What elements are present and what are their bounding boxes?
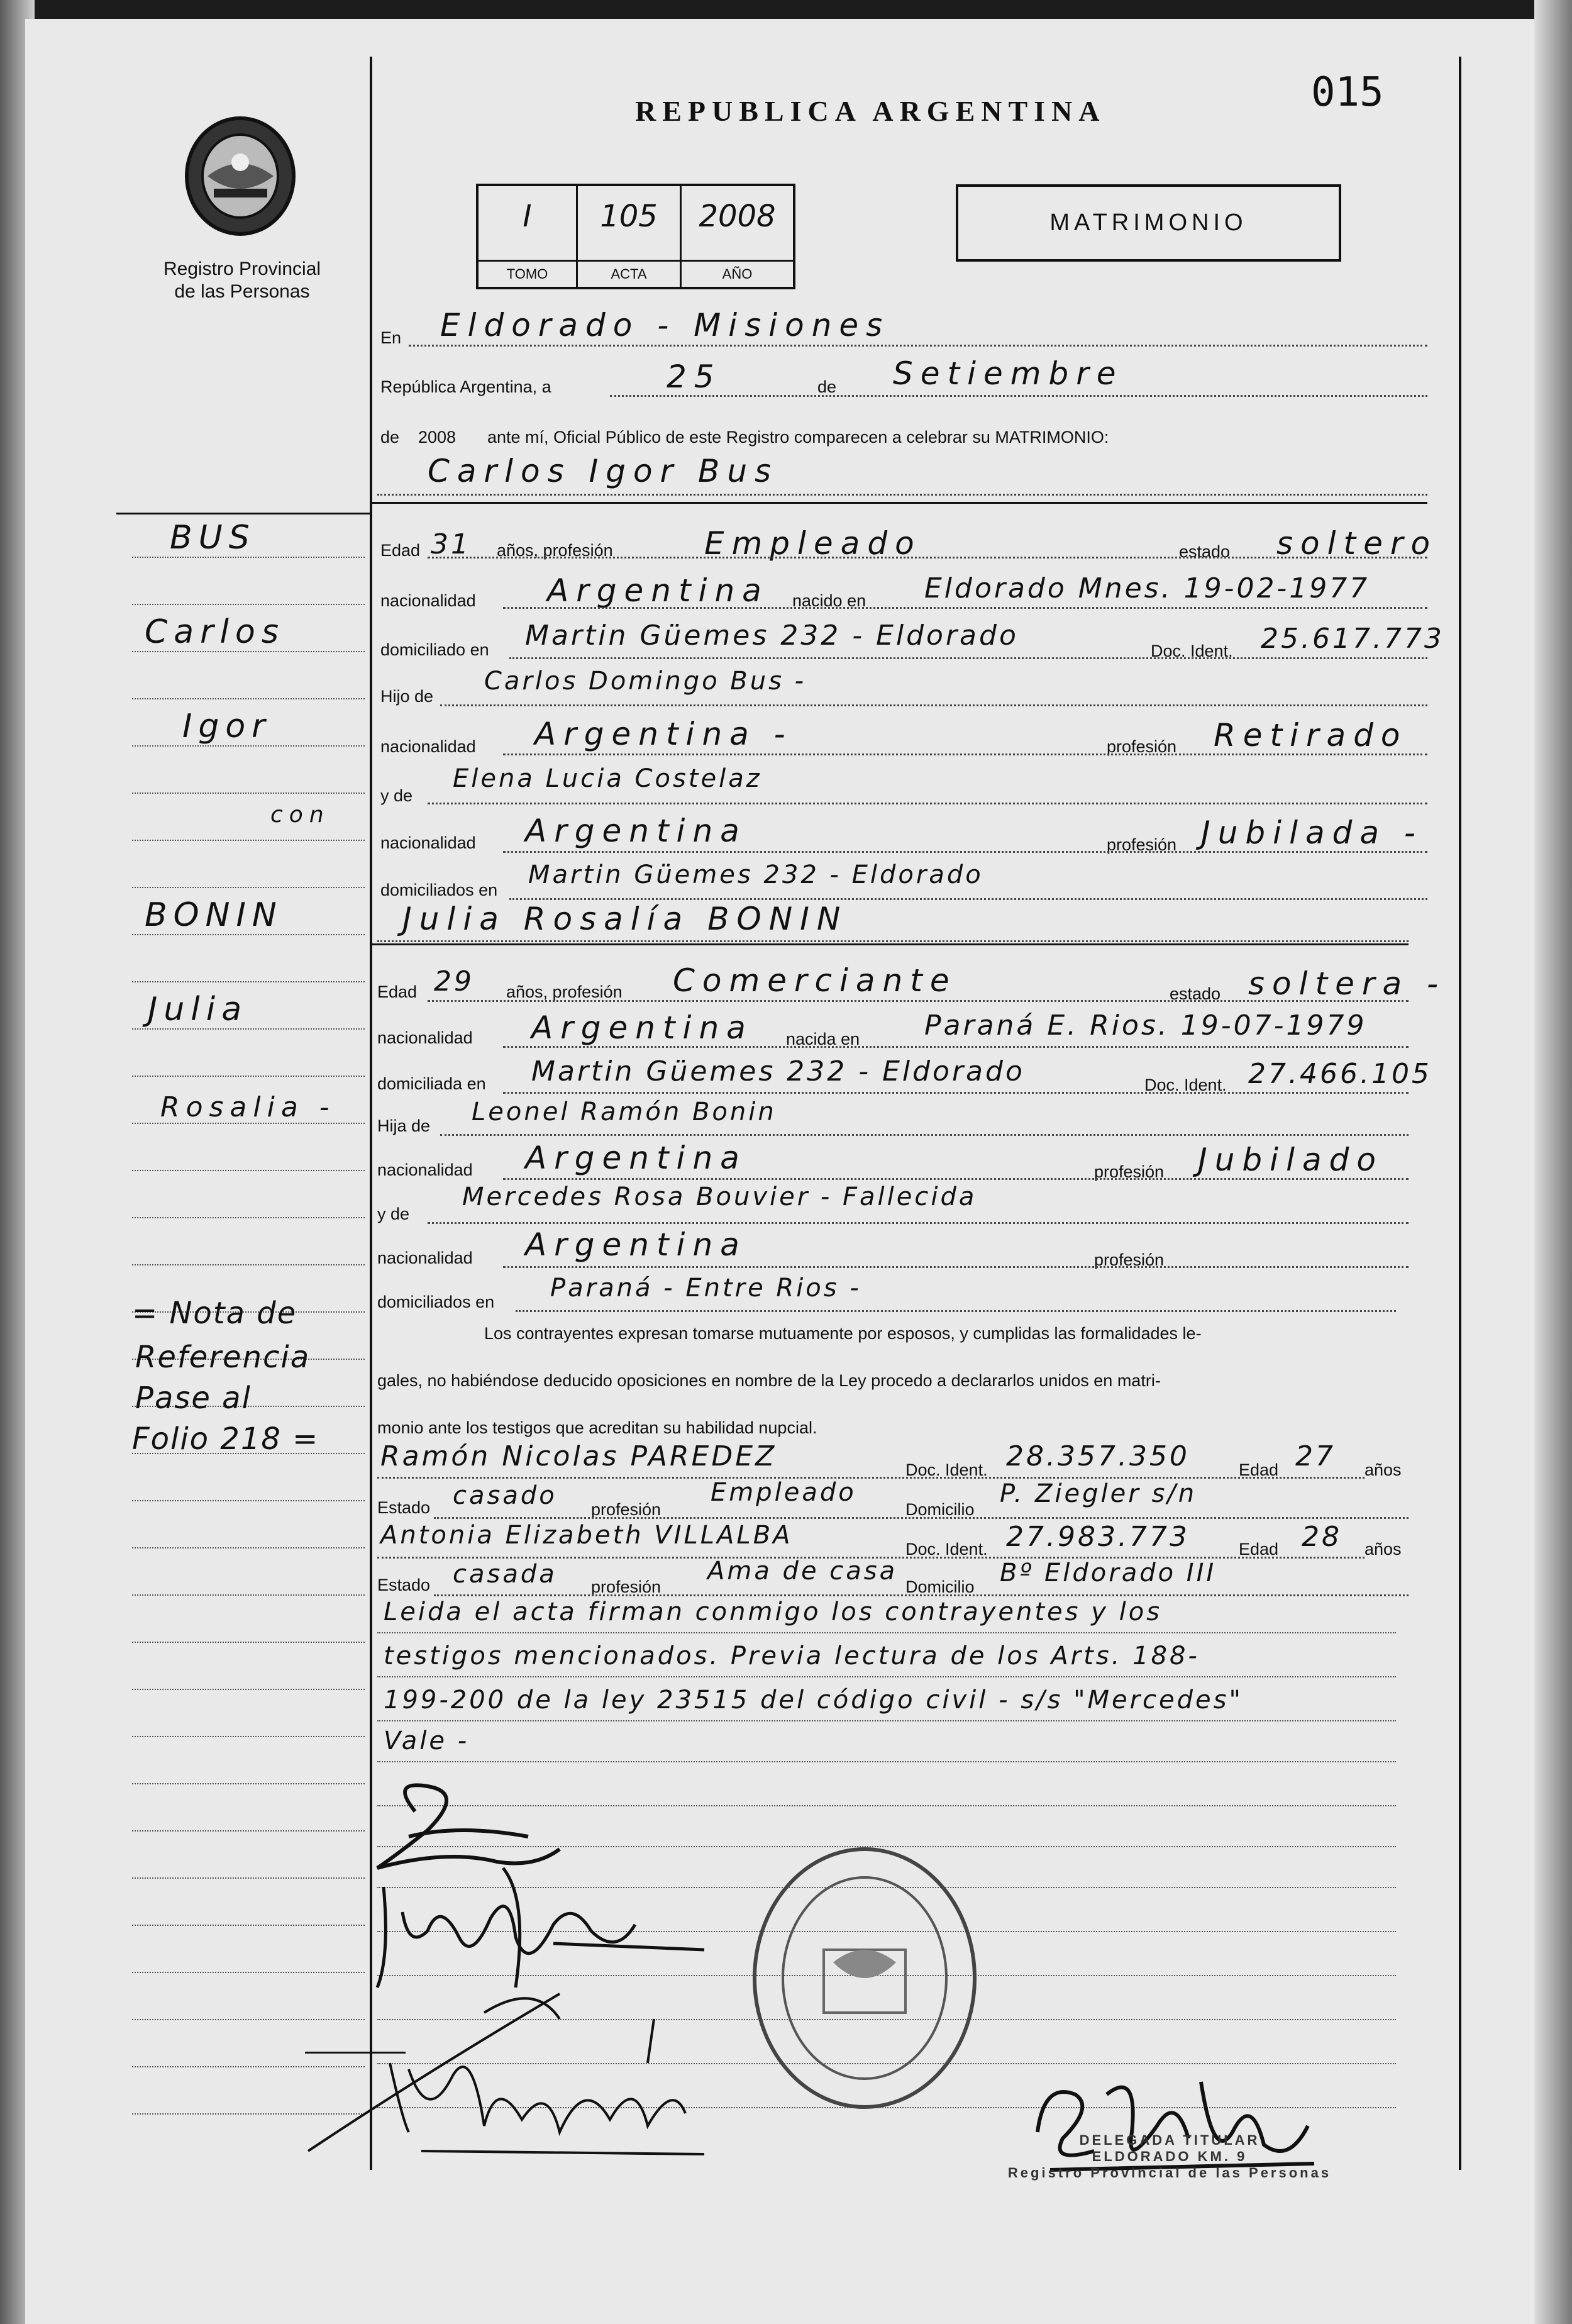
margin-nombre-novia-2: Rosalia - [160,1091,336,1123]
witness2-prof: Ama de casa [707,1557,898,1586]
bride-padre: Leonel Ramón Bonin [472,1098,777,1126]
groom-padres-dom: Martin Güemes 232 - Eldorado [528,860,983,889]
groom-padres-dom-line [509,898,1427,900]
bride-madre: Mercedes Rosa Bouvier - Fallecida [462,1182,977,1211]
margin-rule [132,1642,365,1643]
bride-madre-line [428,1222,1409,1224]
acta-label: ACTA [578,260,680,287]
anio-cell [682,186,793,287]
dia-value: 25 [667,359,722,395]
margin-rule [132,1689,365,1690]
witness2-prof-label: profesión [591,1577,661,1596]
anio-value-text: 2008 [418,428,457,447]
bride-full-name: Julia Rosalía BONIN [402,901,848,937]
notes-rule-4 [377,1761,1396,1762]
groom-dom-line [509,657,1427,659]
margin-rule [132,1028,365,1030]
tomo-label: TOMO [479,260,576,287]
bride-padres-dom-label: domiciliados en [377,1293,495,1311]
witness1-estado-label: Estado [377,1498,431,1517]
witness1-prof: Empleado [711,1478,856,1507]
groom-madre-nac-label: nacionalidad [380,833,476,852]
witness2-edad: 28 [1302,1521,1342,1553]
margin-rule [132,934,365,935]
groom-nacionalidad: Argentina [547,572,769,609]
groom-full-name: Carlos Igor Bus [428,453,779,489]
bride-profesion-label: años, profesión [506,982,623,1001]
bride-edad-line [428,1000,1409,1002]
witness1-anios-label: años [1364,1460,1402,1479]
page-shadow [1534,0,1572,2324]
bride-padre-nac-line [503,1178,1409,1180]
bride-padre-nac-label: nacionalidad [377,1160,473,1179]
groom-padre: Carlos Domingo Bus - [484,667,807,696]
witness2-estado-label: Estado [377,1576,431,1594]
folio-number: 015 [1311,69,1384,116]
notes-rule-1 [377,1632,1396,1633]
witness2-line-2 [434,1594,1409,1596]
stamp-line-2: ELDORADO KM. 9 [1092,2149,1248,2164]
witness1-line [377,1477,1364,1479]
margin-nota-3: Pase al [135,1381,252,1416]
bride-edad-label: Edad [377,982,418,1001]
groom-doc-label: Doc. Ident. [1151,642,1233,660]
groom-madre-nac: Argentina [525,813,747,849]
bride-edad: 29 [434,965,474,998]
margin-rule [132,887,365,888]
country-title: REPUBLICA ARGENTINA [635,95,1106,127]
bride-padres-dom-line [516,1310,1396,1312]
de-label: de [817,377,837,396]
groom-nacionalidad-label: nacionalidad [380,591,476,610]
margin-rule [132,1594,365,1596]
witness2-domicilio-label: Domicilio [905,1577,975,1596]
witness2-estado: casada [453,1560,557,1589]
stamp-line-1: DELEGADA TITULAR [1079,2132,1260,2148]
groom-madre-nac-line [503,851,1427,853]
comparecen-text: ante mí, Oficial Público de este Registro comparecen a celebrar su MATRIMONIO: [487,428,1109,447]
margin-rule [132,1217,365,1218]
witness2-domicilio: Bº Eldorado III [1000,1559,1217,1587]
margin-rule [132,792,365,794]
bride-madre-label: y de [377,1204,410,1223]
bride-estado: soltera - [1248,965,1446,1002]
lugar-value: Eldorado - Misiones [440,307,890,343]
groom-divider [371,502,1427,504]
mes-value: Setiembre [893,355,1124,392]
bride-nac-line [503,1046,1409,1048]
witness1-line-2 [434,1517,1409,1519]
bride-padre-line [440,1134,1409,1136]
en-label: En [380,328,402,347]
margin-rule [132,1877,365,1879]
margin-rule [132,981,365,982]
margin-rule [132,1076,365,1077]
notes-rule-2 [377,1676,1396,1677]
notes-line-3: 199-200 de la ley 23515 del código civil - s/s "Mercedes" [384,1686,1243,1715]
margin-top-rule [116,513,371,514]
groom-estado-label: estado [1179,542,1231,561]
registry-stamp-seal [748,1843,981,2113]
bride-padre-nac: Argentina [525,1140,747,1176]
notes-line-1: Leida el acta firman conmigo los contrayentes y los [384,1598,1163,1626]
margin-rule [132,1500,365,1501]
bride-doc-label: Doc. Ident. [1144,1076,1227,1094]
stamp-line-3: Registro Provincial de las Personas [1007,2165,1332,2181]
declaration-line-2: gales, no habiéndose deducido oposiciones en nombre de la Ley procedo a declararlos unidos en matri- [377,1371,1161,1390]
registry-line-2: de las Personas [174,281,310,302]
bride-nacida: Paraná E. Rios. 19-07-1979 [924,1009,1367,1042]
groom-estado: soltero [1276,525,1438,562]
bride-doc: 27.466.105 [1248,1058,1432,1090]
margin-rule [132,651,365,652]
margin-rule [132,1925,365,1926]
groom-padre-nac-line [503,753,1427,755]
bride-madre-nac: Argentina [525,1226,747,1263]
de-year-label: de [380,428,400,447]
anio-value: 2008 [699,199,776,234]
margin-nombre-novia-1: Julia [148,991,248,1028]
bride-padres-dom: Paraná - Entre Rios - [550,1274,861,1303]
declaration-line-3: monio ante los testigos que acreditan su habilidad nupcial. [377,1418,817,1437]
margin-rule [132,1264,365,1265]
margin-rule [132,1972,365,1973]
notes-line-2: testigos mencionados. Previa lectura de los Arts. 188- [384,1642,1200,1671]
margin-apellido-novia: BONIN [145,896,283,934]
matrimonio-box: MATRIMONIO [956,184,1341,262]
declaration-line-1: Los contrayentes expresan tomarse mutuamente por esposos, y cumplidas las formalidades le- [484,1324,1202,1343]
bride-nacionalidad: Argentina [531,1009,753,1046]
groom-domicilio: Martin Güemes 232 - Eldorado [525,620,1019,652]
groom-edad-label: Edad [380,541,421,560]
groom-padre-prof-label: profesión [1107,737,1177,756]
margin-rule [132,1783,365,1784]
witness2-name: Antonia Elizabeth VILLALBA [380,1521,793,1550]
groom-profesion-label: años, profesión [497,541,613,560]
bride-divider [371,943,1409,945]
acta-cell [578,186,682,287]
groom-padre-nac-label: nacionalidad [380,737,476,756]
groom-madre: Elena Lucia Costelaz [453,764,762,793]
official-stamp [1006,2132,1333,2181]
witness1-domicilio-label: Domicilio [905,1500,975,1519]
signature-witness [296,1975,723,2164]
registry-name [138,258,346,303]
groom-padre-line [440,704,1427,706]
margin-con: con [270,802,330,828]
groom-name-line [377,494,1427,496]
margin-nombre-novio-2: Igor [182,708,272,745]
margin-apellido-novio: BUS [170,519,256,557]
witness2-anios-label: años [1364,1540,1402,1559]
groom-padre-nac: Argentina - [534,716,793,752]
groom-hijo-label: Hijo de [380,687,434,706]
lugar-line [409,345,1427,347]
margin-nombre-novio-1: Carlos [145,613,285,651]
groom-padres-dom-label: domiciliados en [380,881,498,899]
bride-name-line [377,940,1409,942]
bride-nacida-label: nacida en [786,1030,860,1048]
margin-rule [132,604,365,605]
witness1-name: Ramón Nicolas PAREDEZ [380,1440,777,1472]
witness1-doc-label: Doc. Ident. [905,1460,988,1479]
bride-dom-line [503,1092,1409,1094]
witness1-edad: 27 [1295,1440,1336,1472]
bride-padre-prof-label: profesión [1094,1162,1165,1181]
provincial-seal-logo [179,113,302,239]
margin-rule [132,1170,365,1171]
bride-domicilio-label: domiciliada en [377,1074,486,1093]
notes-rule-3 [377,1720,1396,1721]
record-id-box [476,184,795,289]
margin-rule [132,698,365,699]
margin-rule [132,557,365,558]
tomo-cell [479,186,578,287]
groom-madre-label: y de [380,786,413,805]
margin-rule [132,840,365,841]
groom-profesion: Empleado [704,525,922,562]
witness2-doc-label: Doc. Ident. [905,1540,988,1559]
bride-padre-prof: Jubilado [1198,1142,1383,1178]
bride-estado-label: estado [1170,984,1221,1003]
fecha-line [610,395,1427,397]
witness1-estado: casado [453,1481,557,1510]
margin-nota-1: = Nota de [132,1296,297,1331]
groom-madre-line [428,803,1427,804]
margin-nota-4: Folio 218 = [132,1421,319,1457]
groom-doc: 25.617.773 [1261,623,1444,655]
margin-rule [132,1830,365,1832]
margin-rule [132,1547,365,1548]
bride-madre-prof-label: profesión [1094,1250,1165,1269]
notes-line-4: Vale - [384,1726,470,1755]
tomo-value: I [523,199,532,234]
groom-nacido-label: nacido en [792,591,866,610]
bride-profesion: Comerciante [673,962,957,999]
groom-nacido: Eldorado Mnes. 19-02-1977 [924,572,1370,604]
witness1-doc: 28.357.350 [1006,1440,1190,1472]
bride-madre-nac-label: nacionalidad [377,1248,473,1267]
bride-nacionalidad-label: nacionalidad [377,1028,473,1047]
acta-value: 105 [600,199,658,234]
bride-madre-nac-line [503,1266,1409,1268]
margin-nota-2: Referencia [135,1340,311,1375]
right-border [1459,57,1461,2170]
groom-padre-prof: Retirado [1214,717,1408,753]
witness2-doc: 27.983.773 [1006,1521,1190,1553]
republica-label: República Argentina, a [380,377,551,396]
anio-label: AÑO [682,260,793,287]
groom-nac-line [503,607,1427,609]
groom-domicilio-label: domiciliado en [380,640,489,659]
registry-line-1: Registro Provincial [163,259,321,279]
witness1-prof-label: profesión [591,1500,661,1519]
groom-edad: 31 [431,528,471,560]
groom-madre-prof-label: profesión [1107,835,1177,854]
groom-madre-prof: Jubilada - [1201,815,1423,851]
bride-hija-label: Hija de [377,1116,431,1135]
witness1-edad-label: Edad [1239,1460,1279,1479]
margin-rule [132,745,365,747]
margin-rule [132,1736,365,1737]
groom-edad-line [428,557,1427,559]
witness2-edad-label: Edad [1239,1540,1279,1559]
bride-domicilio: Martin Güemes 232 - Eldorado [531,1055,1025,1087]
witness1-domicilio: P. Ziegler s/n [1000,1479,1197,1508]
